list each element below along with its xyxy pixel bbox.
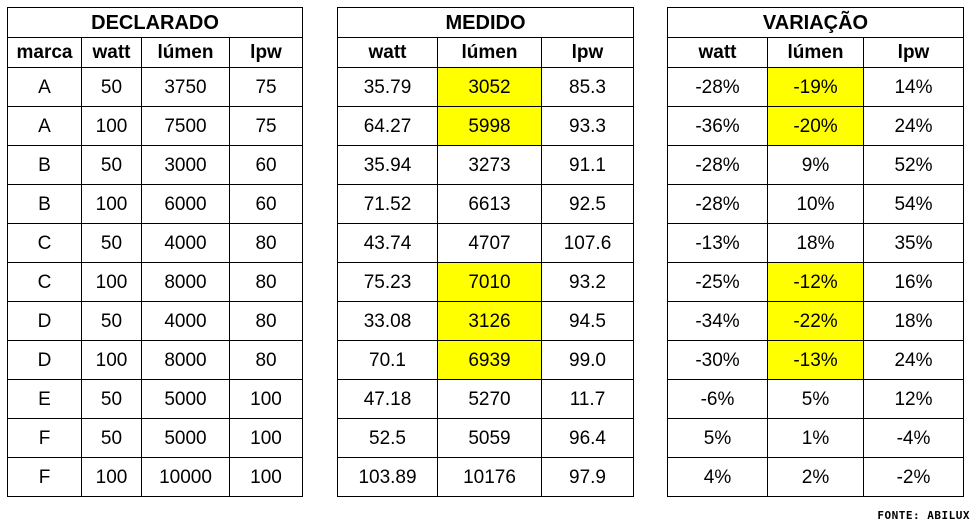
table-cell: 14%	[864, 68, 964, 107]
table-cell: 24%	[864, 341, 964, 380]
table-cell: -2%	[864, 458, 964, 497]
table-cell: 3000	[142, 146, 230, 185]
column-header: lpw	[542, 38, 634, 68]
table-cell: 4%	[668, 458, 768, 497]
table-row	[338, 107, 634, 146]
medido-title: MEDIDO	[338, 8, 634, 38]
table-row	[8, 185, 303, 224]
variacao-table	[667, 7, 964, 497]
table-cell: 1%	[768, 419, 864, 458]
table-cell: 54%	[864, 185, 964, 224]
table-cell: 100	[82, 341, 142, 380]
table-cell: 103.89	[338, 458, 438, 497]
table-cell: B	[8, 185, 82, 224]
table-cell: 100	[82, 107, 142, 146]
table-cell: 11.7	[542, 380, 634, 419]
column-header: lpw	[230, 38, 303, 68]
table-row	[8, 419, 303, 458]
table-cell: 35%	[864, 224, 964, 263]
table-cell: -36%	[668, 107, 768, 146]
table-cell: 50	[82, 302, 142, 341]
table-cell: C	[8, 224, 82, 263]
table-cell: 8000	[142, 341, 230, 380]
table-cell: -4%	[864, 419, 964, 458]
table-row	[668, 146, 964, 185]
table-row	[668, 302, 964, 341]
table-cell: 3750	[142, 68, 230, 107]
table-row	[338, 68, 634, 107]
table-row	[668, 107, 964, 146]
table-cell: 100	[82, 458, 142, 497]
column-header: lúmen	[768, 38, 864, 68]
table-cell: 50	[82, 419, 142, 458]
table-row	[338, 458, 634, 497]
table-cell: 93.3	[542, 107, 634, 146]
declarado-title: DECLARADO	[8, 8, 303, 38]
table-cell: 5998	[438, 107, 542, 146]
table-cell: 5%	[668, 419, 768, 458]
table-cell: -6%	[668, 380, 768, 419]
table-cell: 10176	[438, 458, 542, 497]
table-cell: 4000	[142, 224, 230, 263]
table-cell: 100	[230, 458, 303, 497]
table-cell: 10000	[142, 458, 230, 497]
table-cell: 60	[230, 185, 303, 224]
table-cell: D	[8, 302, 82, 341]
table-cell: E	[8, 380, 82, 419]
table-cell: 5000	[142, 419, 230, 458]
table-row	[338, 341, 634, 380]
table-cell: 80	[230, 224, 303, 263]
table-row	[338, 146, 634, 185]
table-cell: -28%	[668, 146, 768, 185]
table-cell: 75.23	[338, 263, 438, 302]
table-cell: 96.4	[542, 419, 634, 458]
table-cell: 50	[82, 380, 142, 419]
column-header: watt	[668, 38, 768, 68]
table-cell: 43.74	[338, 224, 438, 263]
medido-title-row	[338, 8, 634, 38]
column-header: watt	[82, 38, 142, 68]
table-cell: 75	[230, 68, 303, 107]
table-row	[338, 185, 634, 224]
table-cell: 50	[82, 68, 142, 107]
table-cell: 3126	[438, 302, 542, 341]
table-cell: 50	[82, 224, 142, 263]
table-cell: 100	[82, 263, 142, 302]
table-cell: 107.6	[542, 224, 634, 263]
table-cell: 4000	[142, 302, 230, 341]
table-cell: 6939	[438, 341, 542, 380]
table-cell: 100	[230, 380, 303, 419]
table-cell: 75	[230, 107, 303, 146]
table-cell: -20%	[768, 107, 864, 146]
table-row	[668, 380, 964, 419]
table-cell: 52%	[864, 146, 964, 185]
source-note: FONTE: ABILUX	[877, 509, 970, 522]
table-cell: 6000	[142, 185, 230, 224]
table-cell: 91.1	[542, 146, 634, 185]
table-cell: 93.2	[542, 263, 634, 302]
table-cell: 47.18	[338, 380, 438, 419]
table-cell: 97.9	[542, 458, 634, 497]
table-cell: 71.52	[338, 185, 438, 224]
declarado-header-row	[8, 38, 303, 68]
table-cell: 80	[230, 302, 303, 341]
table-row	[8, 68, 303, 107]
table-row	[668, 419, 964, 458]
table-row	[338, 380, 634, 419]
table-row	[668, 263, 964, 302]
table-cell: 80	[230, 341, 303, 380]
table-cell: 9%	[768, 146, 864, 185]
table-cell: 70.1	[338, 341, 438, 380]
table-cell: 8000	[142, 263, 230, 302]
table-row	[668, 458, 964, 497]
table-cell: 60	[230, 146, 303, 185]
column-header: marca	[8, 38, 82, 68]
table-cell: 7500	[142, 107, 230, 146]
table-row	[8, 263, 303, 302]
table-cell: 50	[82, 146, 142, 185]
table-cell: F	[8, 419, 82, 458]
table-cell: 7010	[438, 263, 542, 302]
table-row	[338, 419, 634, 458]
variacao-title-row	[668, 8, 964, 38]
table-cell: 18%	[864, 302, 964, 341]
table-cell: -34%	[668, 302, 768, 341]
table-cell: 85.3	[542, 68, 634, 107]
column-header: lúmen	[142, 38, 230, 68]
table-cell: 92.5	[542, 185, 634, 224]
table-cell: 80	[230, 263, 303, 302]
table-cell: 3273	[438, 146, 542, 185]
table-cell: 6613	[438, 185, 542, 224]
declarado-title-row	[8, 8, 303, 38]
table-cell: -28%	[668, 68, 768, 107]
table-cell: 35.94	[338, 146, 438, 185]
table-cell: 100	[82, 185, 142, 224]
table-cell: 5059	[438, 419, 542, 458]
table-cell: A	[8, 107, 82, 146]
table-cell: 2%	[768, 458, 864, 497]
table-cell: 94.5	[542, 302, 634, 341]
table-cell: 99.0	[542, 341, 634, 380]
table-cell: -13%	[668, 224, 768, 263]
variacao-title: VARIAÇÃO	[668, 8, 964, 38]
table-cell: -19%	[768, 68, 864, 107]
table-cell: 5270	[438, 380, 542, 419]
table-row	[8, 458, 303, 497]
table-row	[8, 224, 303, 263]
medido-table	[337, 7, 634, 497]
table-cell: 35.79	[338, 68, 438, 107]
table-cell: 52.5	[338, 419, 438, 458]
table-cell: -12%	[768, 263, 864, 302]
table-cell: B	[8, 146, 82, 185]
table-cell: 100	[230, 419, 303, 458]
table-row	[338, 263, 634, 302]
table-row	[338, 224, 634, 263]
table-cell: -28%	[668, 185, 768, 224]
column-header: lúmen	[438, 38, 542, 68]
table-cell: 3052	[438, 68, 542, 107]
table-row	[668, 185, 964, 224]
table-row	[668, 224, 964, 263]
table-row	[8, 341, 303, 380]
table-cell: 18%	[768, 224, 864, 263]
table-cell: -30%	[668, 341, 768, 380]
declarado-table	[7, 7, 303, 497]
table-cell: D	[8, 341, 82, 380]
table-cell: 33.08	[338, 302, 438, 341]
table-cell: 5%	[768, 380, 864, 419]
medido-header-row	[338, 38, 634, 68]
table-row	[8, 146, 303, 185]
table-row	[8, 107, 303, 146]
table-cell: 10%	[768, 185, 864, 224]
table-row	[338, 302, 634, 341]
table-cell: 64.27	[338, 107, 438, 146]
table-cell: 12%	[864, 380, 964, 419]
column-header: watt	[338, 38, 438, 68]
table-cell: -25%	[668, 263, 768, 302]
table-cell: 4707	[438, 224, 542, 263]
table-row	[8, 302, 303, 341]
column-header: lpw	[864, 38, 964, 68]
table-cell: -22%	[768, 302, 864, 341]
variacao-header-row	[668, 38, 964, 68]
table-cell: 16%	[864, 263, 964, 302]
table-row	[668, 341, 964, 380]
table-cell: C	[8, 263, 82, 302]
table-cell: 5000	[142, 380, 230, 419]
table-cell: F	[8, 458, 82, 497]
table-cell: -13%	[768, 341, 864, 380]
table-row	[8, 380, 303, 419]
table-cell: A	[8, 68, 82, 107]
table-row	[668, 68, 964, 107]
table-cell: 24%	[864, 107, 964, 146]
